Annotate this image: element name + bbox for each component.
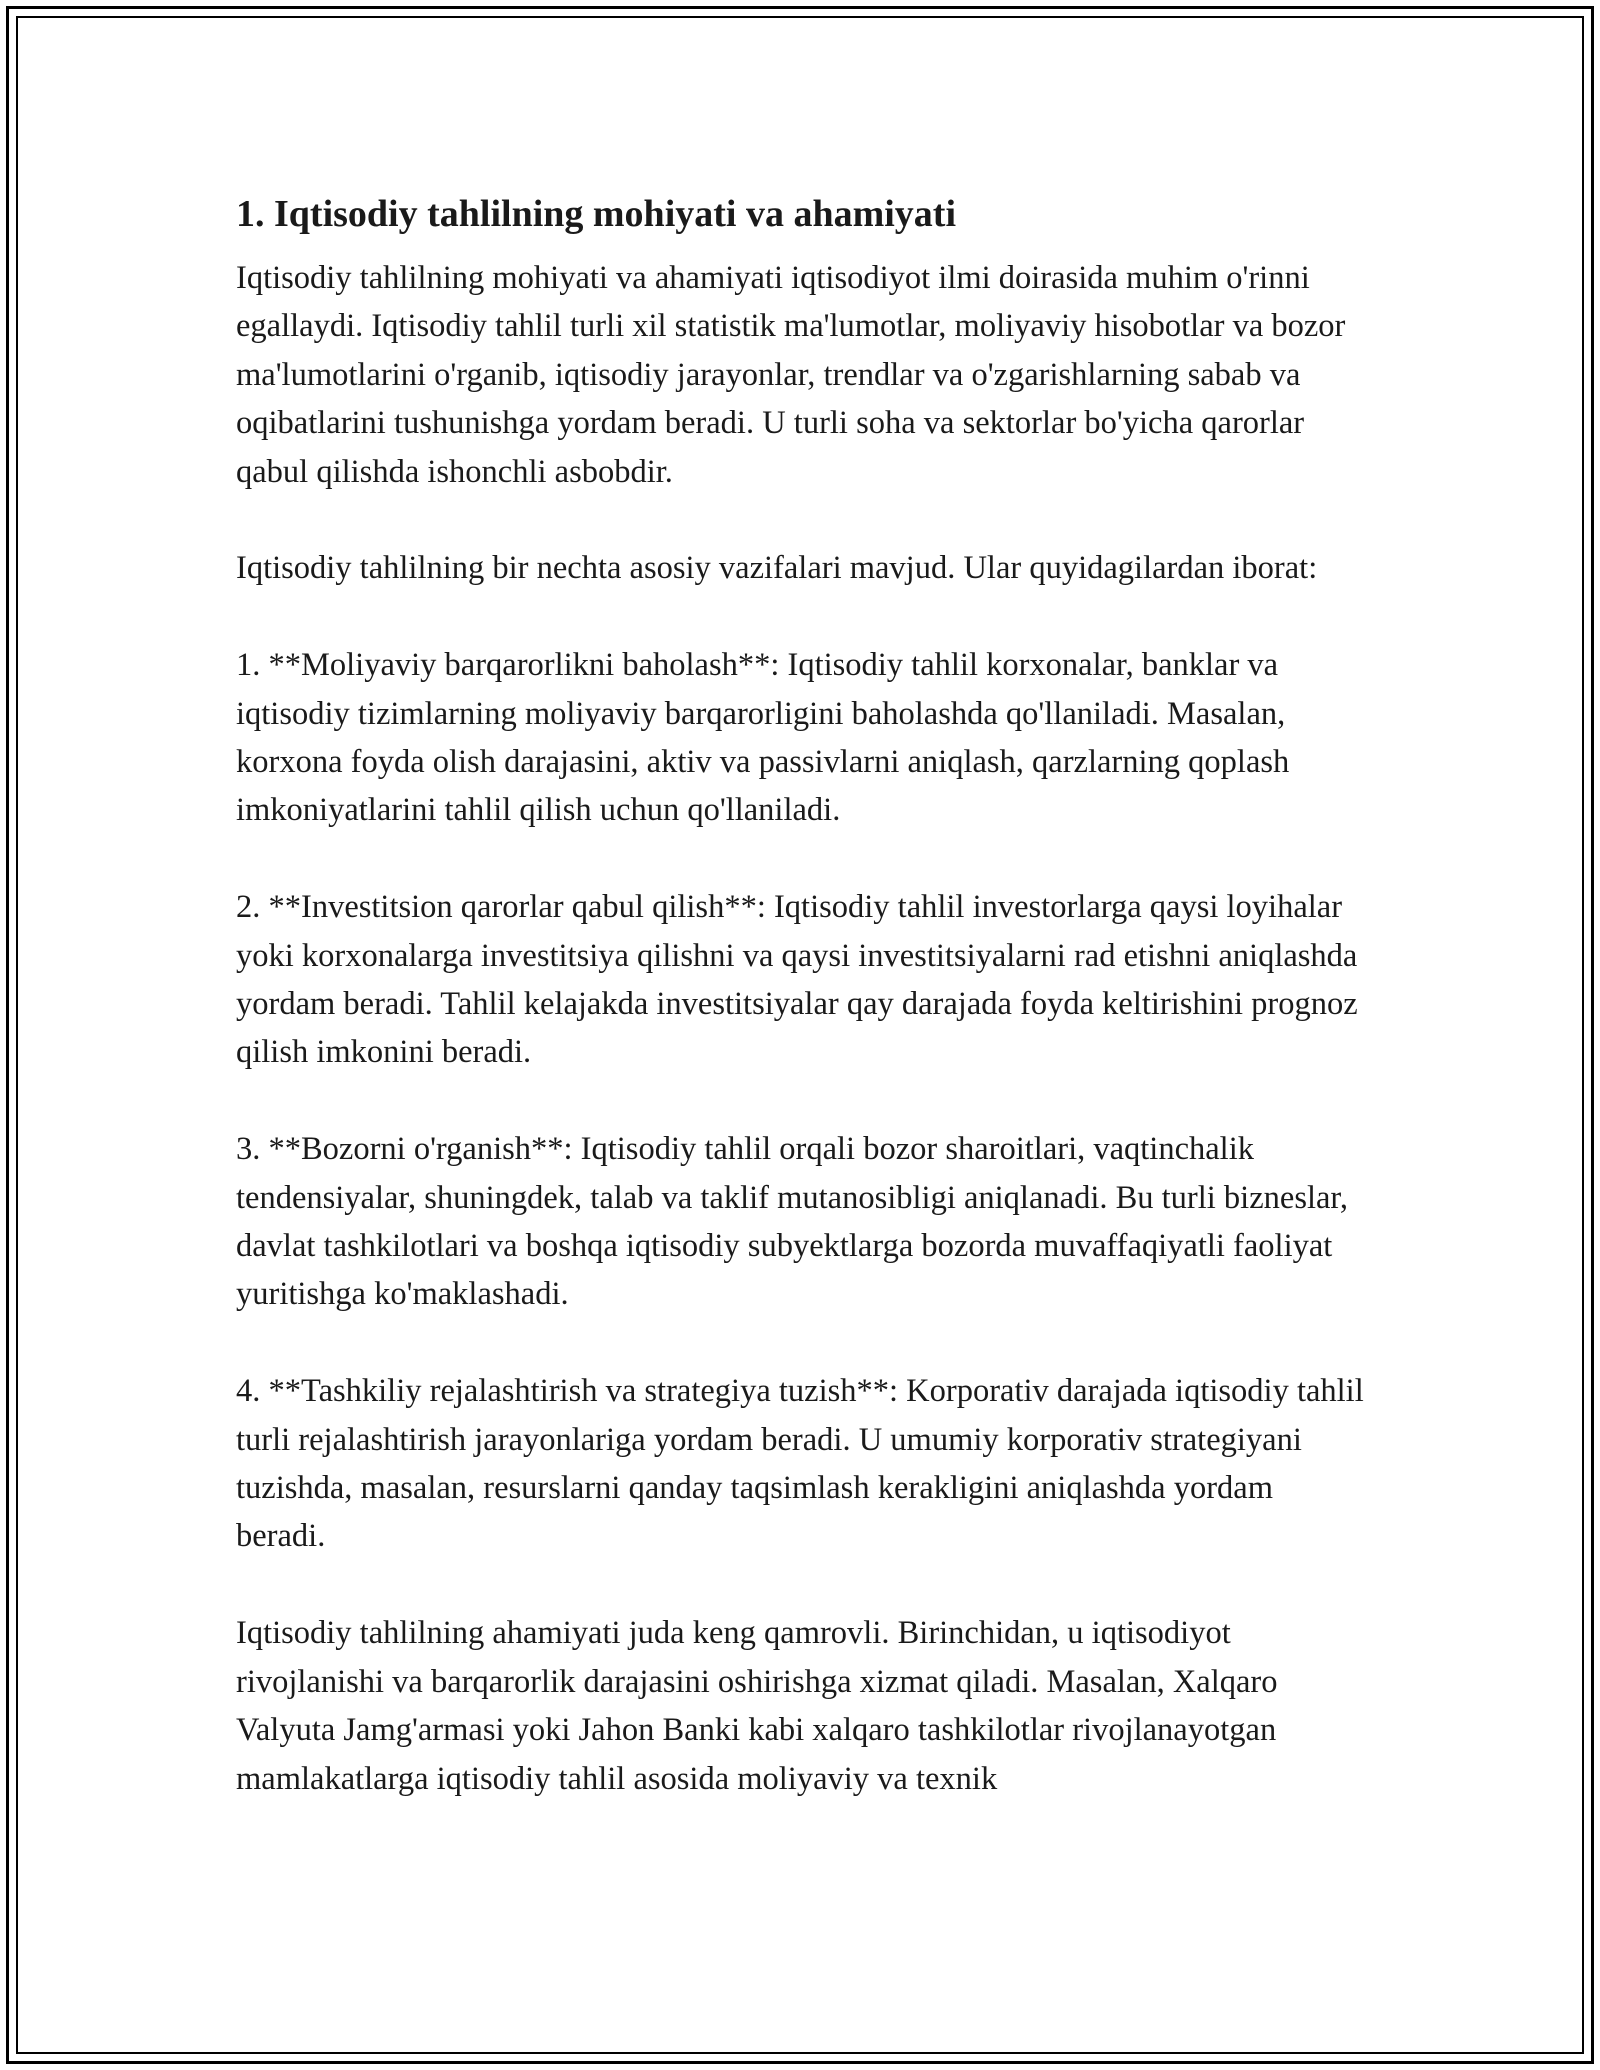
paragraph-tasks-lead: Iqtisodiy tahlilning bir nechta asosiy vazifalari mavjud. Ular quyidagilardan iborat: xyxy=(236,550,1318,587)
list-item-market-research: 3. **Bozorni o'rganish**: Iqtisodiy tahlil orqali bozor sharoitlari, vaqtinchalik tendensiyalar, shuningdek, talab va taklif mutanosibligi aniqlanadi. Bu turli bizneslar, davlat tashkilotlari va boshqa iqtisodiy subyektlarga bozorda muvaffaqiyatli faoliyat yuritishga ko'maklashadi. xyxy=(236,1131,1349,1313)
list-item-strategic-planning: 4. **Tashkiliy rejalashtirish va strategiya tuzish**: Korporativ darajada iqtisodiy tahlil turli rejalashtirish jarayonlariga yordam beradi. U umumiy korporativ strategiyani tuzishda, masalan, resurslarni qanday taqsimlash kerakligini aniqlashda yordam beradi. xyxy=(236,1373,1364,1555)
paragraph-importance: Iqtisodiy tahlilning ahamiyati juda keng qamrovli. Birinchidan, u iqtisodiyot rivojlanishi va barqarorlik darajasini oshirishga xizmat qiladi. Masalan, Xalqaro Valyuta Jamg'armasi yoki Jahon Banki kabi xalqaro tashkilotlar rivojlanayotgan mamlakatlarga iqtisodiy tahlil asosida moliyaviy va texnik xyxy=(236,1615,1278,1797)
list-item-investment-decisions: 2. **Investitsion qarorlar qabul qilish**: Iqtisodiy tahlil investorlarga qaysi loyihalar yoki korxonalarga investitsiya qilishni va qaysi investitsiyalarni rad etishni aniqlashda yordam beradi. Tahlil kelajakda investitsiyalar qay darajada foyda keltirishini prognoz qilish imkonini beradi. xyxy=(236,889,1358,1071)
section-heading: 1. Iqtisodiy tahlilning mohiyati va ahamiyati xyxy=(236,193,957,235)
list-item-financial-stability: 1. **Moliyaviy barqarorlikni baholash**: Iqtisodiy tahlil korxonalar, banklar va iqtisodiy tizimlarning moliyaviy barqarorligini baholashda qo'llaniladi. Masalan, korxona foyda olish darajasini, aktiv va passivlarni aniqlash, qarzlarning qoplash imkoniyatlarini tahlil qilish uchun qo'llaniladi. xyxy=(236,647,1290,829)
paragraph-intro: Iqtisodiy tahlilning mohiyati va ahamiyati iqtisodiyot ilmi doirasida muhim o'rinni egallaydi. Iqtisodiy tahlil turli xil statistik ma'lumotlar, moliyaviy hisobotlar va bozor ma'lumotlarini o'rganib, iqtisodiy jarayonlar, trendlar va o'zgarishlarning sabab va oqibatlarini tushunishga yordam beradi. U turli soha va sektorlar bo'yicha qarorlar qabul qilishda ishonchli asbobdir. xyxy=(236,260,1346,490)
document-body xyxy=(236,186,1366,1851)
